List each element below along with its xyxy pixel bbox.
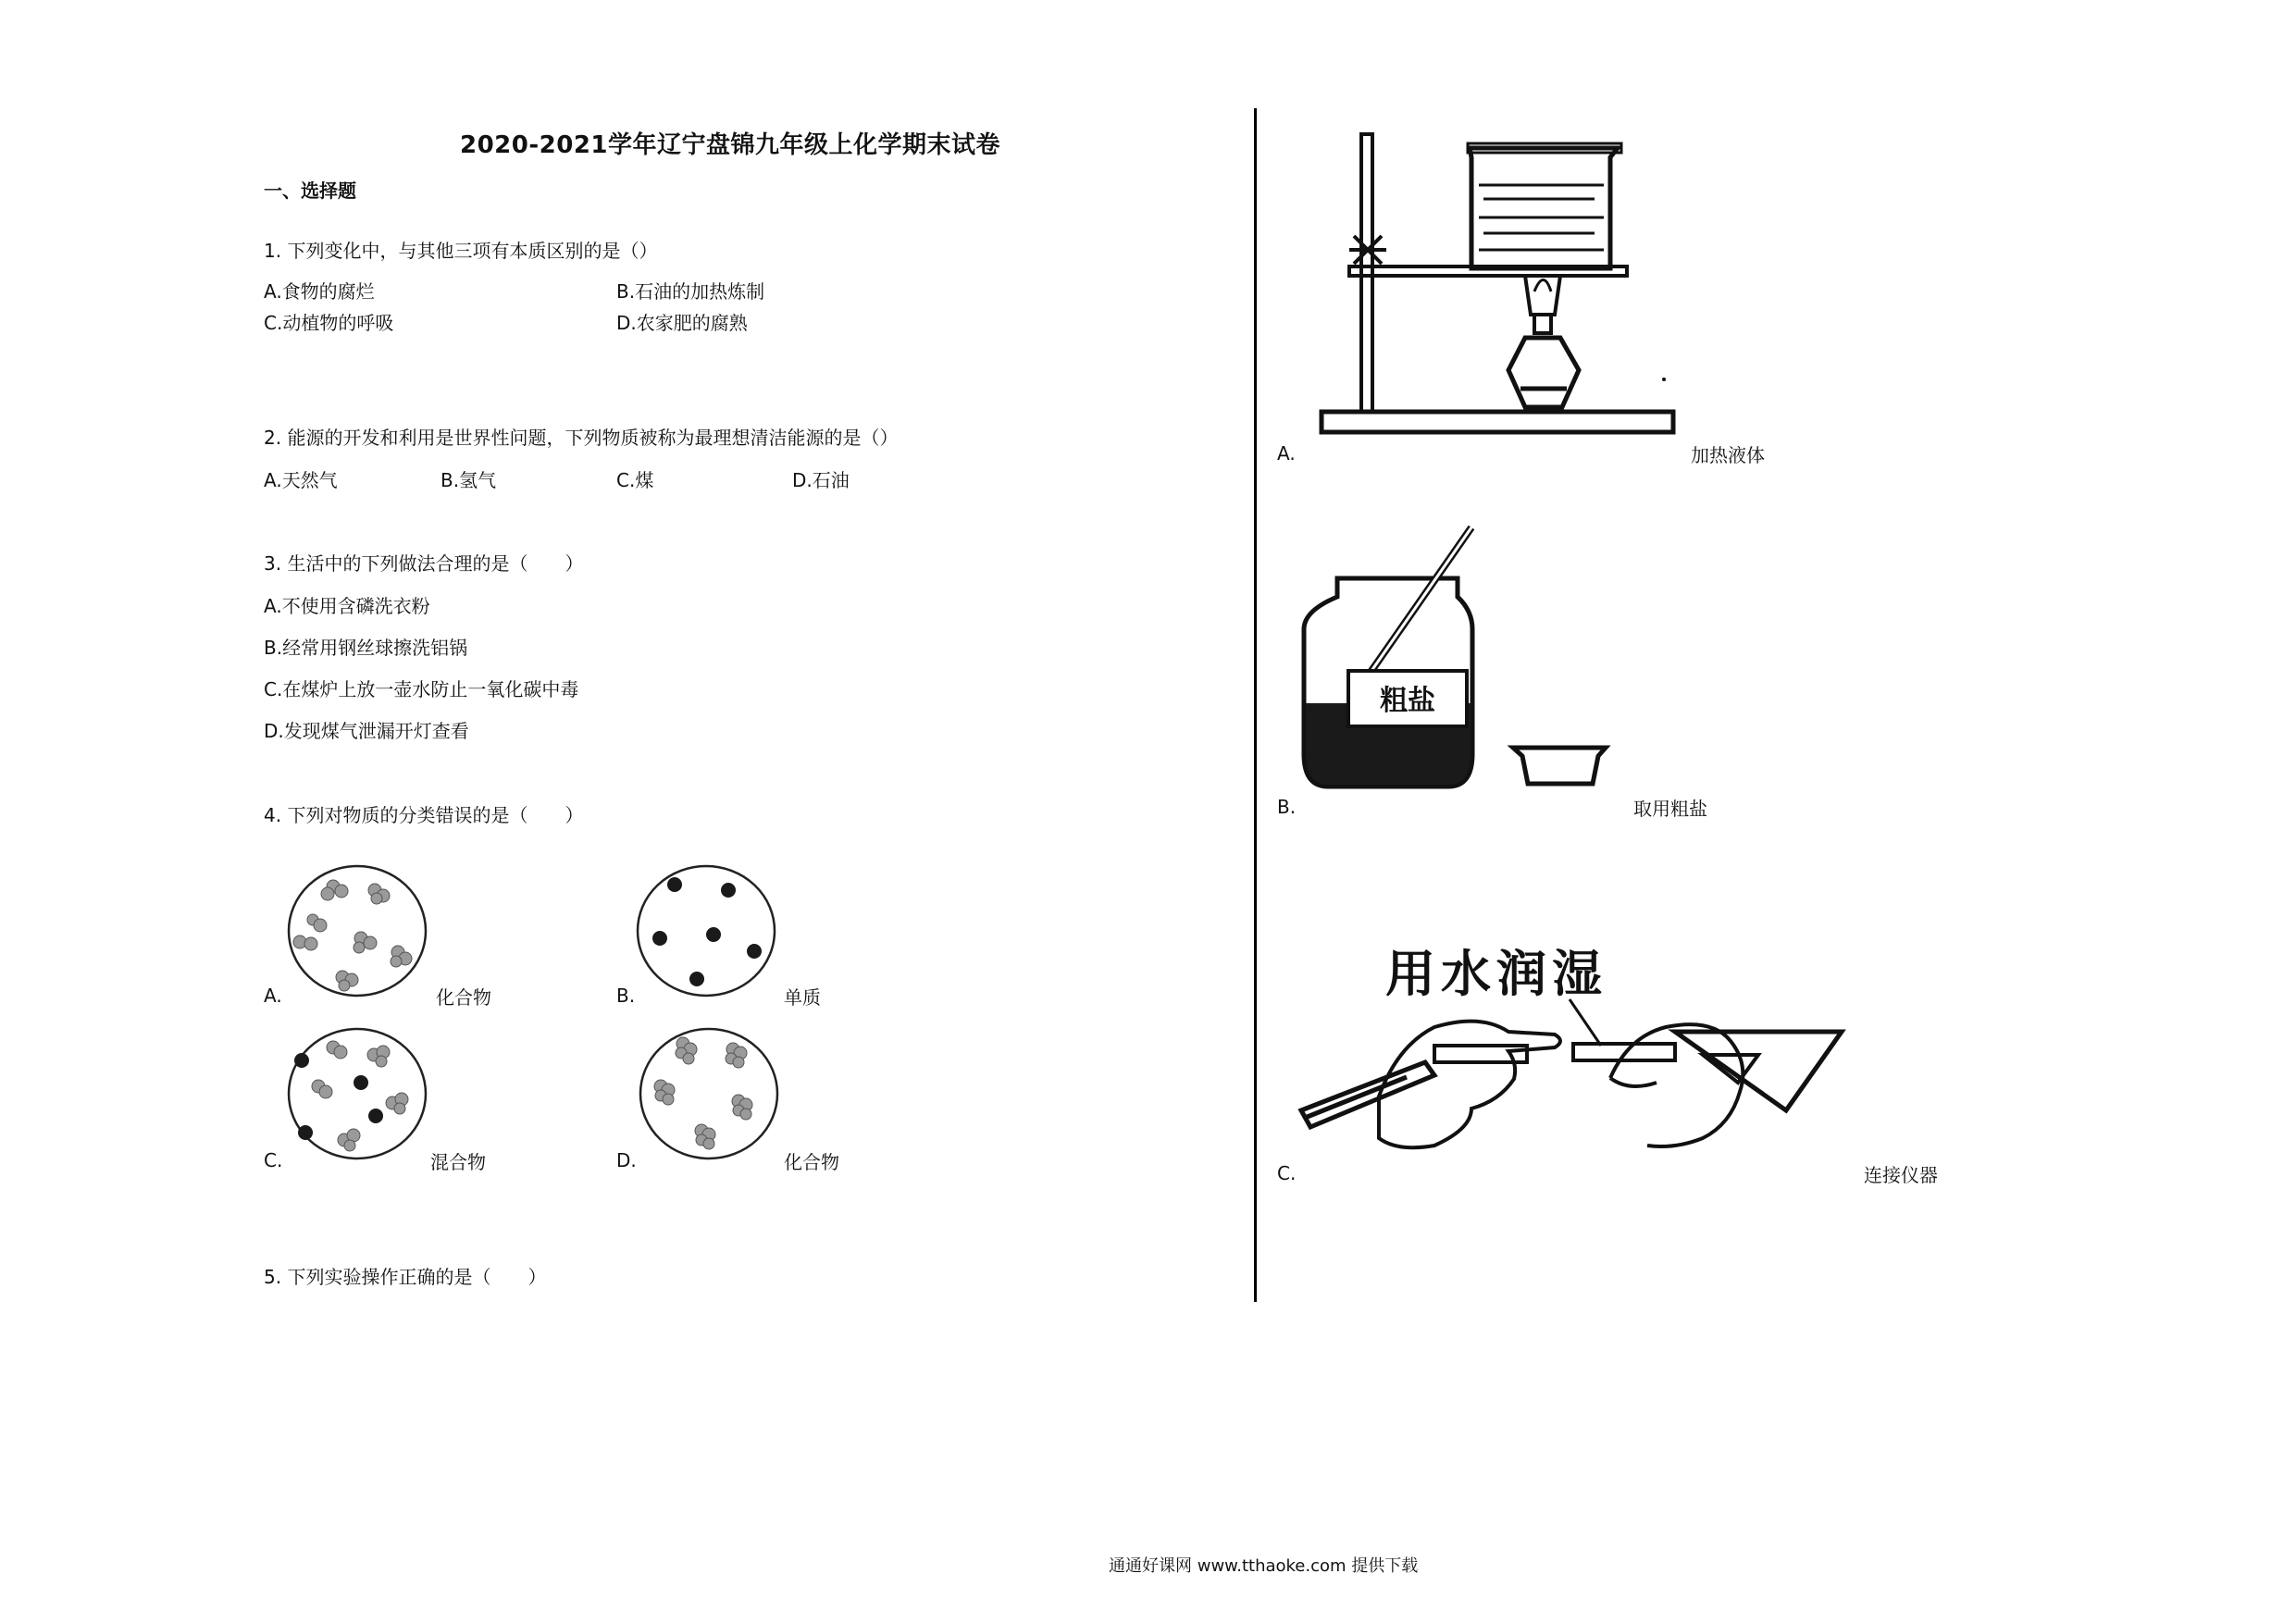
question-5-option-c-letter: C.: [1277, 1162, 1297, 1184]
question-4-option-a-label: 化合物: [436, 986, 491, 1009]
question-3-stem: 3. 生活中的下列做法合理的是（ ）: [264, 552, 584, 575]
question-4-option-b-label: 单质: [784, 986, 821, 1009]
particle-diagram-b: [634, 862, 778, 999]
question-4-option-d-label: 化合物: [784, 1151, 839, 1173]
wet-with-water-caption: 用水润湿: [1385, 945, 1607, 1003]
particle-diagram-c: [285, 1025, 429, 1162]
question-3-option-c: C.在煤炉上放一壶水防止一氧化碳中毒: [264, 678, 579, 700]
connecting-apparatus-figure: [1296, 990, 1851, 1152]
question-1-option-b: B.石油的加热炼制: [616, 280, 765, 303]
question-1-option-c: C.动植物的呼吸: [264, 312, 394, 334]
question-5-option-b-label: 取用粗盐: [1633, 798, 1707, 820]
question-2-option-d: D.石油: [792, 469, 850, 491]
crude-salt-jar-figure: [1300, 523, 1629, 796]
question-3-option-d: D.发现煤气泄漏开灯查看: [264, 720, 469, 742]
question-1-stem: 1. 下列变化中，与其他三项有本质区别的是（）: [264, 240, 658, 262]
heating-liquid-apparatus: [1312, 130, 1682, 444]
question-2-stem: 2. 能源的开发和利用是世界性问题，下列物质被称为最理想清洁能源的是（）: [264, 427, 899, 449]
question-5-option-a-label: 加热液体: [1691, 444, 1765, 466]
question-1-option-a: A.食物的腐烂: [264, 280, 375, 303]
jar-label-text: 粗盐: [1380, 685, 1435, 717]
question-2-option-c: C.煤: [616, 469, 654, 491]
section-title: 一、选择题: [264, 180, 356, 202]
question-4-option-b-letter: B.: [616, 985, 636, 1007]
question-4-option-a-letter: A.: [264, 985, 282, 1007]
particle-diagram-a: [285, 862, 429, 999]
question-5-option-b-letter: B.: [1277, 796, 1297, 818]
question-5-option-a-letter: A.: [1277, 442, 1296, 465]
question-5-option-c-label: 连接仪器: [1864, 1164, 1938, 1186]
page-footer: 通通好课网 www.tthaoke.com 提供下载: [1109, 1556, 1419, 1576]
column-divider: [1254, 108, 1257, 1302]
question-4-option-c-label: 混合物: [430, 1151, 486, 1173]
question-4-stem: 4. 下列对物质的分类错误的是（ ）: [264, 804, 584, 826]
question-4-option-c-letter: C.: [264, 1149, 283, 1171]
question-5-stem: 5. 下列实验操作正确的是（ ）: [264, 1266, 547, 1288]
question-1-option-d: D.农家肥的腐熟: [616, 312, 748, 334]
question-3-option-a: A.不使用含磷洗衣粉: [264, 595, 430, 617]
page-title: 2020-2021学年辽宁盘锦九年级上化学期末试卷: [460, 131, 1001, 159]
question-4-option-d-letter: D.: [616, 1149, 637, 1171]
particle-diagram-d: [637, 1025, 781, 1162]
question-2-option-a: A.天然气: [264, 469, 338, 491]
question-2-option-b: B.氢气: [441, 469, 497, 491]
question-3-option-b: B.经常用钢丝球擦洗铝锅: [264, 637, 468, 659]
